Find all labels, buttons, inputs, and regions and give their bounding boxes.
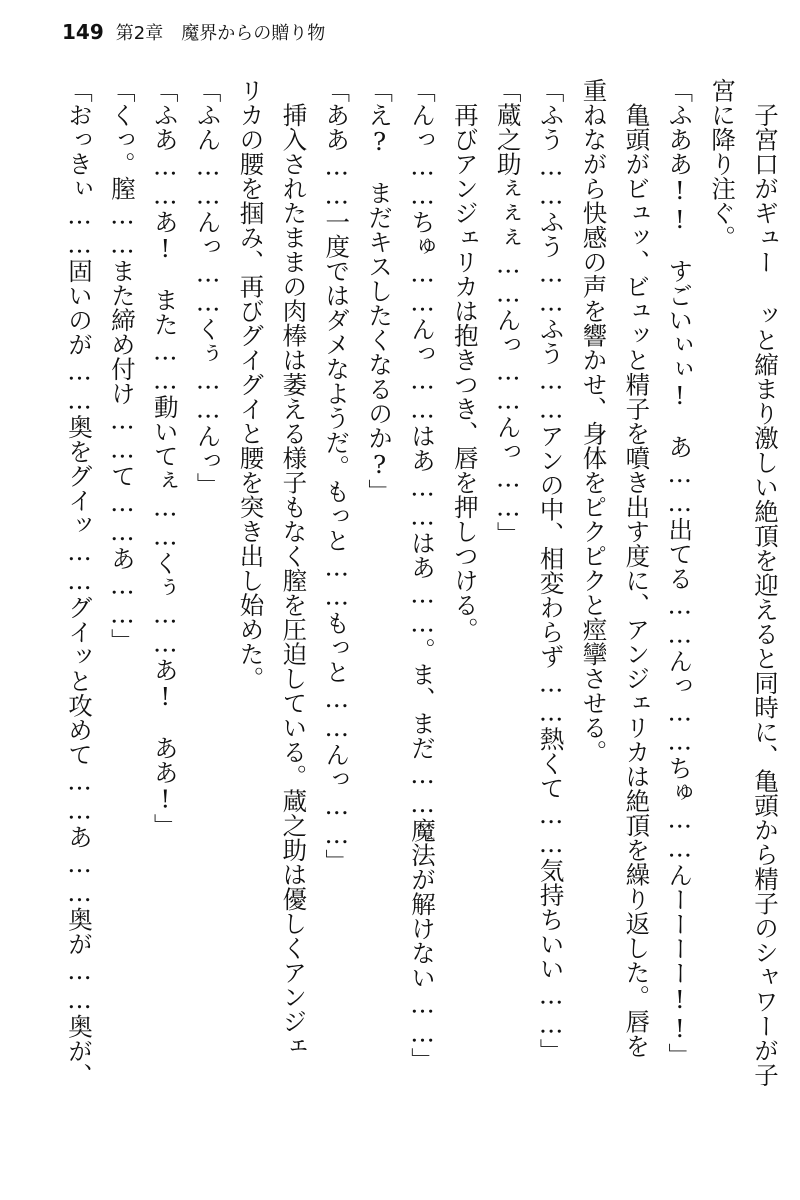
text-line: 「ふう……ふう……ふう……アンの中、相変わらず……熱くて……気持ちいい……」 <box>536 78 566 1063</box>
text-line: 「ああ……一度ではダメなようだ。もっと……もっと……んっ……」 <box>322 78 352 874</box>
page-number: 149 <box>62 20 104 44</box>
text-line: 宮に降り注ぐ。 <box>708 78 738 250</box>
text-line: 「蔵之助ぇぇぇ……んっ……んっ……」 <box>493 78 523 546</box>
chapter-title: 第2章 魔界からの贈り物 <box>115 23 326 44</box>
text-line: 亀頭がビュッ、ビュッと精子を噴き出す度に、アンジェリカは絶頂を繰り返した。唇を <box>622 78 652 1058</box>
text-line: 「んっ……ちゅ……んっ……はあ……はあ……。ま、まだ……魔法が解けない……」 <box>408 78 437 1072</box>
text-line: 「ふああ!! すごいぃぃ! あ……出てる……んっ……ちゅ……んーーーー!!」 <box>665 78 695 1068</box>
text-line: 再びアンジェリカは抱きつき、唇を押しつける。 <box>450 78 480 642</box>
text-line: リカの腰を掴み、再びグイグイと腰を突き出し始めた。 <box>236 78 266 691</box>
vertical-text-body <box>62 78 782 1174</box>
text-line: 「ふあ……あ! また……動いてぇ……くぅ……あ! ああ!」 <box>150 78 180 838</box>
text-line: 子宮口がギュー ッと縮まり激しい絶頂を迎えると同時に、亀頭から精子のシャワーが子 <box>751 78 780 1087</box>
text-line: 「ふん……んっ……くぅ……んっ」 <box>193 78 223 497</box>
text-line: 重ねながら快感の声を響かせ、身体をピクピクと痙攣させる。 <box>579 78 609 764</box>
text-line: 挿入されたままの肉棒は萎える様子もなく膣を圧迫している。蔵之助は優しくアンジェ <box>279 78 309 1058</box>
text-line: 「おっきぃ……固いのが……奥をグイッ……グイッと攻めて……あ……奥が……奥が、 <box>65 78 94 1088</box>
page-header <box>62 16 325 48</box>
text-line: 「くっ。膣……また締め付け……て……あ……」 <box>107 78 137 653</box>
text-line: 「え? まだキスしたくなるのか?」 <box>365 78 395 504</box>
